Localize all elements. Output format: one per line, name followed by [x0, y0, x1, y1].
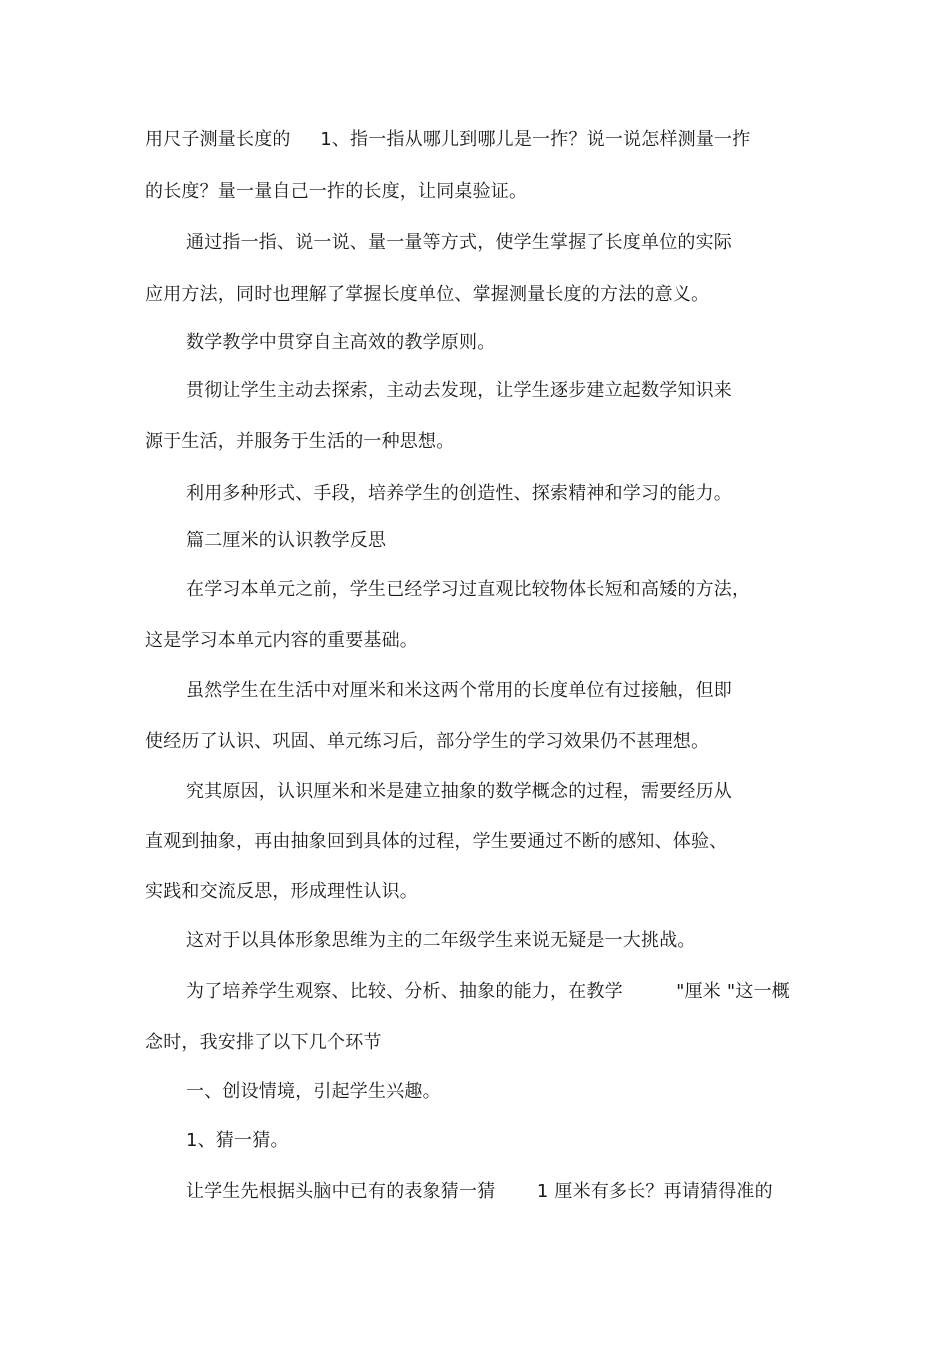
text-line: 实践和交流反思，形成理性认识。: [145, 881, 418, 902]
text-line: 用尺子测量长度的 1、指一指从哪儿到哪儿是一拃？说一说怎样测量一拃: [145, 129, 751, 150]
text-line: 这对于以具体形象思维为主的二年级学生来说无疑是一大挑战。: [186, 930, 696, 951]
section-heading: 篇二厘米的认识教学反思: [186, 530, 387, 551]
text-line: 为了培养学生观察、比较、分析、抽象的能力，在教学 "厘米 "这一概: [186, 981, 790, 1002]
text-line: 利用多种形式、手段，培养学生的创造性、探索精神和学习的能力。: [186, 483, 732, 504]
text-line: 念时，我安排了以下几个环节: [145, 1032, 382, 1053]
text-line: 让学生先根据头脑中已有的表象猜一猜 1 厘米有多长？再请猜得准的: [186, 1181, 773, 1202]
text-line: 应用方法，同时也理解了掌握长度单位、掌握测量长度的方法的意义。: [145, 284, 710, 305]
text-line: 数学教学中贯穿自主高效的教学原则。: [186, 332, 496, 353]
text-line: 这是学习本单元内容的重要基础。: [145, 630, 418, 651]
text-line: 源于生活，并服务于生活的一种思想。: [145, 431, 455, 452]
text-line: 在学习本单元之前，学生已经学习过直观比较物体长短和高矮的方法，: [186, 579, 751, 600]
text-line: 贯彻让学生主动去探索，主动去发现，让学生逐步建立起数学知识来: [186, 380, 732, 401]
text-line: 究其原因，认识厘米和米是建立抽象的数学概念的过程，需要经历从: [186, 781, 732, 802]
text-line: 通过指一指、说一说、量一量等方式，使学生掌握了长度单位的实际: [186, 232, 732, 253]
text-line: 1、猜一猜。: [186, 1130, 289, 1151]
text-line: 的长度？量一量自己一拃的长度，让同桌验证。: [145, 181, 528, 202]
text-line: 一、创设情境，引起学生兴趣。: [186, 1081, 441, 1102]
text-line: 使经历了认识、巩固、单元练习后，部分学生的学习效果仍不甚理想。: [145, 731, 710, 752]
text-line: 直观到抽象，再由抽象回到具体的过程，学生要通过不断的感知、体验、: [145, 831, 728, 852]
text-line: 虽然学生在生活中对厘米和米这两个常用的长度单位有过接触，但即: [186, 680, 732, 701]
